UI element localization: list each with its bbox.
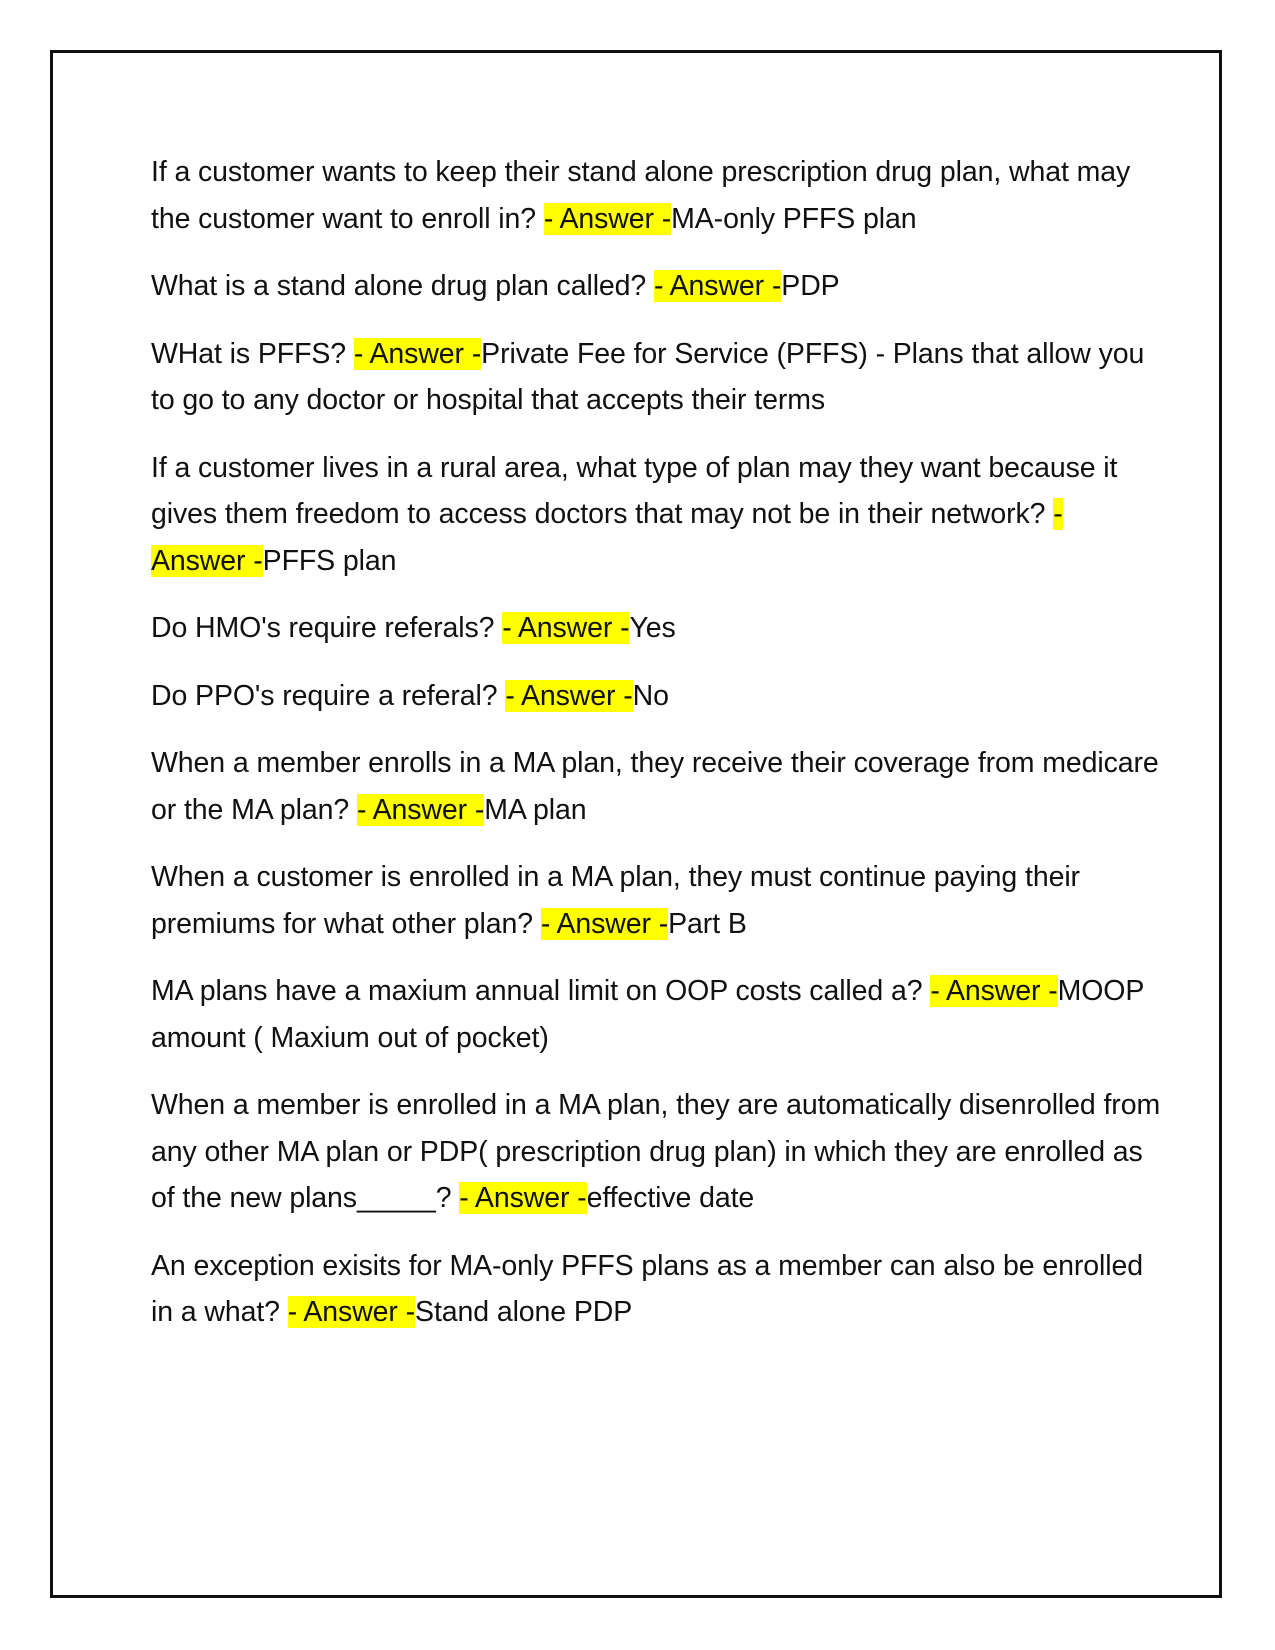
answer-marker: - Answer - [151, 498, 1063, 577]
qa-item-11 [151, 1243, 1161, 1336]
question-text: When a member enrolls in a MA plan, they receive their coverage from medicare or the MA plan? [151, 747, 1159, 826]
question-text: When a member is enrolled in a MA plan, they are automatically disenrolled from any other MA plan or PDP( prescription drug plan) in which they are enrolled as of the new plans_____? [151, 1089, 1161, 1214]
question-text: If a customer wants to keep their stand alone prescription drug plan, what may the customer want to enroll in? [151, 156, 1131, 235]
page-border [50, 50, 1222, 1598]
answer-marker: - Answer - [356, 793, 485, 826]
answer-marker: - Answer - [353, 337, 482, 370]
answer-marker: - Answer - [287, 1296, 416, 1328]
answer-marker: - Answer - [654, 270, 782, 302]
qa-item-4 [151, 445, 1161, 585]
answer-marker: - Answer - [502, 612, 630, 644]
answer-marker: - Answer - [505, 679, 633, 712]
answer-marker: - Answer - [543, 202, 672, 235]
question-text: MA plans have a maxium annual limit on OOP costs called a? [151, 975, 931, 1007]
answer-text: Private Fee for Service (PFFS) - Plans that allow you to go to any doctor or hospital that accepts their terms [151, 337, 1145, 416]
question-text: Do PPO's require a referal? [151, 679, 506, 712]
answer-text: MA-only PFFS plan [671, 202, 917, 235]
qa-item-5 [151, 605, 1161, 652]
qa-item-2 [151, 263, 1161, 310]
question-text: If a customer lives in a rural area, what type of plan may they want because it gives them freedom to access doctors that may not be in their network? [151, 451, 1118, 530]
answer-text: Stand alone PDP [415, 1296, 633, 1328]
answer-marker: - Answer - [459, 1182, 587, 1214]
qa-item-8 [151, 854, 1161, 947]
qa-item-6 [151, 673, 1161, 720]
qa-item-3 [151, 331, 1161, 424]
answer-text: PDP [781, 270, 840, 302]
question-text: WHat is PFFS? [151, 337, 354, 370]
answer-text: PFFS plan [262, 544, 397, 577]
answer-text: Yes [629, 612, 676, 644]
question-text: Do HMO's require referals? [151, 612, 503, 644]
question-text: What is a stand alone drug plan called? [151, 270, 654, 302]
qa-item-1 [151, 149, 1161, 242]
qa-item-7 [151, 740, 1161, 833]
qa-item-10 [151, 1082, 1161, 1222]
answer-text: No [632, 679, 669, 712]
answer-text: effective date [586, 1182, 755, 1214]
answer-text: MOOP amount ( Maxium out of pocket) [151, 975, 1144, 1054]
qa-item-9 [151, 968, 1161, 1061]
answer-text: Part B [668, 907, 747, 940]
answer-text: MA plan [484, 793, 587, 826]
question-text: When a customer is enrolled in a MA plan, they must continue paying their premiums for what other plan? [151, 861, 1080, 940]
question-text: An exception exisits for MA-only PFFS plans as a member can also be enrolled in a what? [151, 1249, 1143, 1328]
answer-marker: - Answer - [540, 907, 669, 940]
answer-marker: - Answer - [930, 975, 1058, 1007]
qa-list [151, 149, 1161, 1357]
